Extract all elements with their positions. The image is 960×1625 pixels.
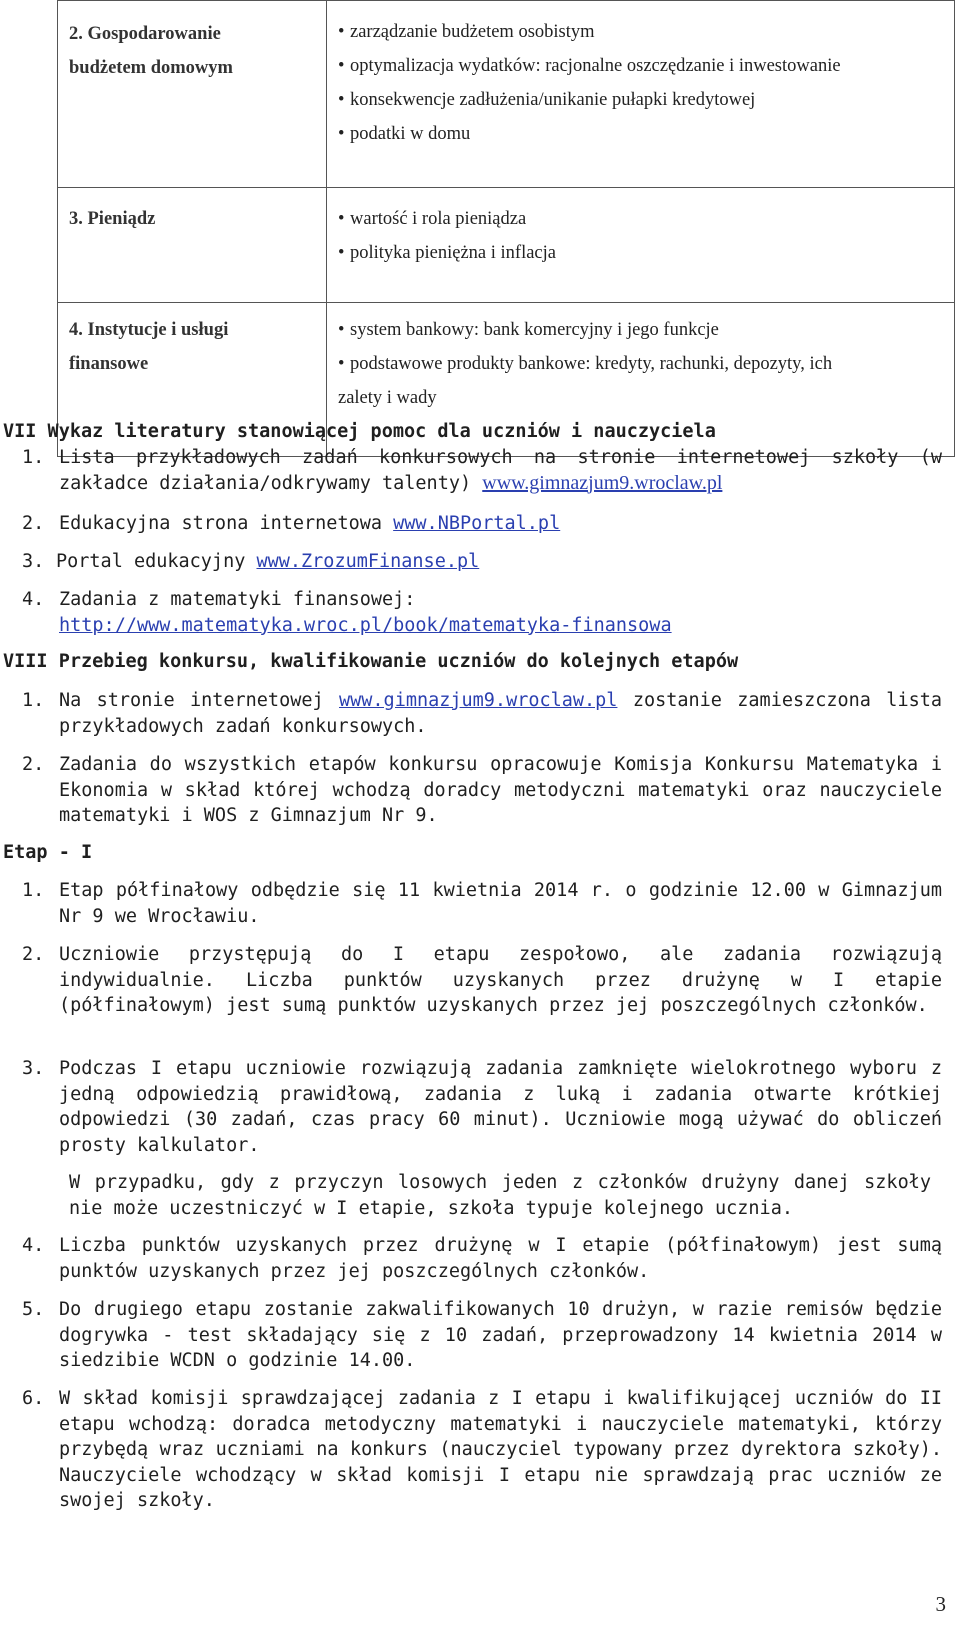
list-text: Na stronie internetowej (59, 690, 339, 711)
list-item (22, 445, 942, 497)
nbportal-link[interactable]: www.NBPortal.pl (393, 513, 561, 534)
list-text: Etap półfinałowy odbędzie się 11 kwietnia 2014 r. o godzinie 12.00 w Gimnazjum Nr 9 we Wrocławiu. (59, 880, 942, 927)
bullet-item: • system bankowy: bank komercyjny i jego funkcje (338, 320, 719, 340)
school-website-link[interactable]: www.gimnazjum9.wroclaw.pl (482, 471, 723, 494)
school-website-link[interactable]: www.gimnazjum9.wroclaw.pl (339, 690, 618, 711)
list-number: 2. (22, 513, 45, 534)
table-bullets-cell (327, 1, 955, 188)
table-topic-cell (58, 188, 327, 303)
list-text: Zadania do wszystkich etapów konkursu opracowuje Komisja Konkursu Matematyka i Ekonomia w skład której wchodzą doradcy metodyczni matematyki oraz nauczyciele matematyki i WOS z Gimnazjum Nr 9. (59, 754, 942, 826)
list-number: 3. (22, 551, 45, 572)
table-row (58, 188, 955, 303)
topic-line: 3. Pieniądz (69, 209, 156, 229)
list-number: 1. (22, 880, 45, 901)
page-number: 3 (935, 1592, 946, 1616)
list-text: Do drugiego etapu zostanie zakwalifikowanych 10 drużyn, w razie remisów będzie dogrywka - test składający się z 10 zadań, przeprowadzony 14 kwietnia 2014 w siedzibie WCDN o godzinie 14.00. (59, 1299, 942, 1371)
list-text: Podczas I etapu uczniowie rozwiązują zadania zamknięte wielokrotnego wyboru z jedną odpowiedzią prawidłową, zadania z luką i zadania otwarte krótkiej odpowiedzi (30 zadań, czas pracy 60 minut). Uczniowie mogą używać do obliczeń prosty kalkulator. (59, 1058, 942, 1156)
list-number: 3. (22, 1058, 45, 1079)
list-number: 1. (22, 447, 45, 468)
bullet-item: • polityka pieniężna i inflacja (338, 243, 556, 263)
list-text: Edukacyjna strona internetowa (59, 513, 394, 534)
matematyka-finansowa-link[interactable]: http://www.matematyka.wroc.pl/book/matematyka-finansowa (59, 614, 672, 636)
section-heading-procedure: VIII Przebieg konkursu, kwalifikowanie uczniów do kolejnych etapów (3, 651, 739, 672)
section-heading-literature: VII Wykaz literatury stanowiącej pomoc dla uczniów i nauczyciela (3, 421, 716, 442)
list-text: Zadania z matematyki finansowej: (59, 589, 416, 610)
note-paragraph: W przypadku, gdy z przyczyn losowych jeden z członków drużyny danej szkoły nie może uczestniczyć w I etapie, szkoła typuje kolejnego ucznia. (69, 1172, 931, 1219)
table-topic-cell (58, 1, 327, 188)
bullet-item: • podatki w domu (338, 124, 471, 144)
bullet-item: • podstawowe produkty bankowe: kredyty, rachunki, depozyty, ich (338, 354, 833, 374)
topic-line: finansowe (69, 354, 149, 374)
list-text: Lista przykładowych zadań konkursowych na stronie internetowej szkoły (w zakładce działania/odkrywamy talenty) (59, 447, 942, 494)
topic-line: budżetem domowym (69, 58, 233, 78)
topic-line: 4. Instytucje i usługi (69, 320, 229, 340)
bullet-item: • wartość i rola pieniądza (338, 209, 527, 229)
stage-heading: Etap - I (3, 842, 93, 863)
topic-line: 2. Gospodarowanie (69, 24, 221, 44)
bullet-item: • zarządzanie budżetem osobistym (338, 22, 595, 42)
list-number: 5. (22, 1299, 45, 1320)
list-text: Liczba punktów uzyskanych przez drużynę w I etapie (półfinałowym) jest sumą punktów uzyskanych przez jej poszczególnych członków. (59, 1235, 942, 1282)
list-text: zostanie zamieszczona lista przykładowych zadań konkursowych. (59, 690, 942, 737)
bullet-item: • optymalizacja wydatków: racjonalne oszczędzanie i inwestowanie (338, 56, 841, 76)
list-number: 6. (22, 1388, 45, 1409)
zrozumfinanse-link[interactable]: www.ZrozumFinanse.pl (256, 551, 480, 572)
list-number: 4. (22, 1235, 45, 1256)
list-text: Uczniowie przystępują do I etapu zespołowo, ale zadania rozwiązują indywidualnie. Liczba punktów uzyskanych przez drużynę w I etapie (półfinałowym) jest sumą punktów uzyskanych przez jej poszczególnych członków. (59, 944, 942, 1016)
table-bullets-cell (327, 188, 955, 303)
bullet-item: • konsekwencje zadłużenia/unikanie pułapki kredytowej (338, 90, 756, 110)
list-number: 2. (22, 754, 45, 775)
list-text: W skład komisji sprawdzającej zadania z I etapu i kwalifikującej uczniów do II etapu wchodzą: doradca metodyczny matematyki i nauczyciele matematyki, którzy przybędą wraz uczniami na konkurs (nauczyciel typowany przez dyrektora szkoły). Nauczyciele wchodzący w skład komisji I etapu nie sprawdzają prac uczniów ze swojej szkoły. (59, 1388, 942, 1511)
list-text: Portal edukacyjny (56, 551, 257, 572)
list-number: 1. (22, 690, 45, 711)
table-row (58, 1, 955, 188)
list-number: 4. (22, 589, 45, 610)
bullet-continuation: zalety i wady (338, 388, 437, 408)
curriculum-table (57, 0, 955, 457)
list-number: 2. (22, 944, 45, 965)
